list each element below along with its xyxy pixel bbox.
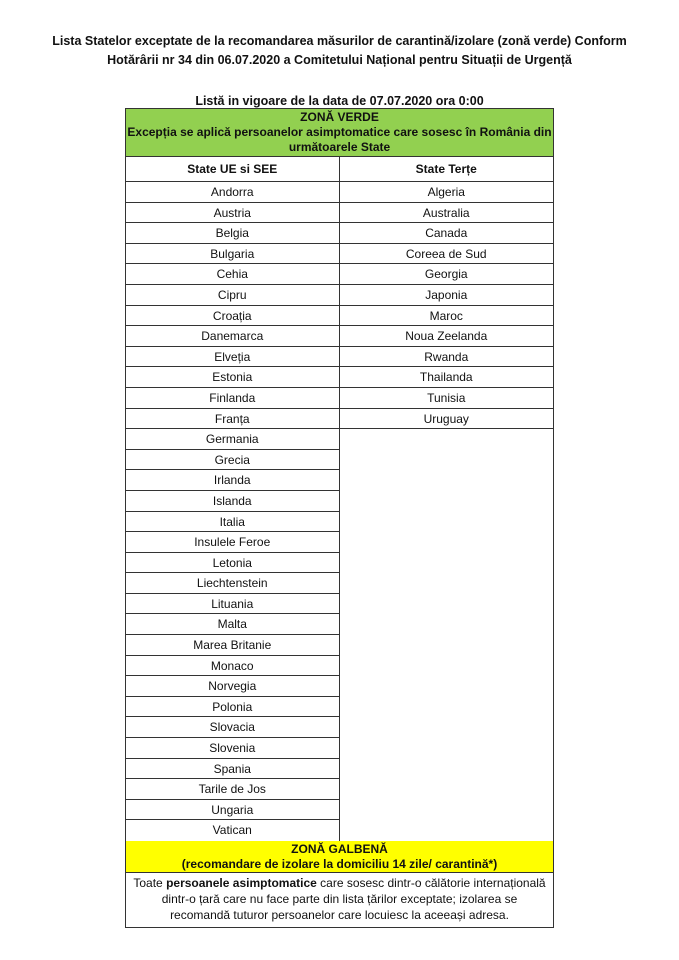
eu-states-header: State UE si SEE xyxy=(126,157,339,182)
eu-state-row: Letonia xyxy=(126,553,339,574)
third-state-row: Japonia xyxy=(340,285,554,306)
third-states-column xyxy=(340,157,554,841)
eu-state-row: Polonia xyxy=(126,697,339,718)
green-zone-description: Excepția se aplică persoanelor asimptomatice care sosesc în România din următoarele State xyxy=(127,125,552,154)
eu-state-row: Grecia xyxy=(126,450,339,471)
third-state-row: Thailanda xyxy=(340,367,554,388)
third-state-row: Algeria xyxy=(340,182,554,203)
eu-state-row: Cehia xyxy=(126,264,339,285)
eu-state-row: Irlanda xyxy=(126,470,339,491)
third-state-row: Uruguay xyxy=(340,409,554,430)
eu-state-row: Liechtenstein xyxy=(126,573,339,594)
eu-state-row: Spania xyxy=(126,759,339,780)
note-text-start: Toate xyxy=(133,876,167,890)
eu-state-row: Islanda xyxy=(126,491,339,512)
note-bold-text: persoanele asimptomatice xyxy=(166,876,317,890)
eu-state-row: Cipru xyxy=(126,285,339,306)
eu-state-row: Croația xyxy=(126,306,339,327)
eu-state-row: Tarile de Jos xyxy=(126,779,339,800)
third-state-row: Georgia xyxy=(340,264,554,285)
green-zone-header xyxy=(126,109,553,157)
eu-state-row: Insulele Feroe xyxy=(126,532,339,553)
eu-state-row: Franța xyxy=(126,409,339,430)
eu-state-row: Austria xyxy=(126,203,339,224)
green-zone-title: ZONĂ VERDE xyxy=(300,110,379,124)
title-line-2: Hotărârii nr 34 din 06.07.2020 a Comitetului Național pentru Situații de Urgență xyxy=(107,53,572,67)
yellow-zone-subtitle: (recomandare de izolare la domiciliu 14 zile/ carantină*) xyxy=(181,857,498,871)
third-state-row: Tunisia xyxy=(340,388,554,409)
country-columns xyxy=(126,157,553,841)
eu-state-row: Belgia xyxy=(126,223,339,244)
eu-state-row: Estonia xyxy=(126,367,339,388)
eu-state-row: Norvegia xyxy=(126,676,339,697)
eu-state-row: Malta xyxy=(126,614,339,635)
eu-state-row: Germania xyxy=(126,429,339,450)
third-states-header: State Terțe xyxy=(340,157,554,182)
eu-state-row: Lituania xyxy=(126,594,339,615)
eu-state-row: Bulgaria xyxy=(126,244,339,265)
eu-state-row: Elveția xyxy=(126,347,339,368)
eu-state-row: Marea Britanie xyxy=(126,635,339,656)
countries-table xyxy=(125,108,554,928)
eu-state-row: Danemarca xyxy=(126,326,339,347)
eu-state-row: Slovacia xyxy=(126,717,339,738)
yellow-zone-note xyxy=(126,873,553,927)
document-header xyxy=(0,32,679,111)
third-state-row: Coreea de Sud xyxy=(340,244,554,265)
note-text-end: care sosesc dintr-o călătorie internațională dintr-o țară care nu face parte din lista țărilor exceptate; izolarea se recomandă tuturor persoanelor care locuiesc la aceeași adresa. xyxy=(161,876,546,922)
eu-states-column xyxy=(126,157,340,841)
valid-from: Listă in vigoare de la data de 07.07.2020 ora 0:00 xyxy=(195,94,484,108)
third-state-row: Noua Zeelanda xyxy=(340,326,554,347)
eu-state-row: Monaco xyxy=(126,656,339,677)
eu-state-row: Slovenia xyxy=(126,738,339,759)
yellow-zone-title: ZONĂ GALBENĂ xyxy=(291,842,388,856)
third-state-row: Rwanda xyxy=(340,347,554,368)
eu-state-row: Ungaria xyxy=(126,800,339,821)
eu-state-row: Italia xyxy=(126,512,339,533)
eu-state-row: Finlanda xyxy=(126,388,339,409)
third-state-row: Maroc xyxy=(340,306,554,327)
third-state-row: Australia xyxy=(340,203,554,224)
title-line-1: Lista Statelor exceptate de la recomandarea măsurilor de carantină/izolare (zonă verde) Conform xyxy=(52,34,627,48)
eu-state-row: Vatican xyxy=(212,823,252,838)
eu-state-row: Andorra xyxy=(126,182,339,203)
third-state-row: Canada xyxy=(340,223,554,244)
yellow-zone-header xyxy=(126,841,553,873)
